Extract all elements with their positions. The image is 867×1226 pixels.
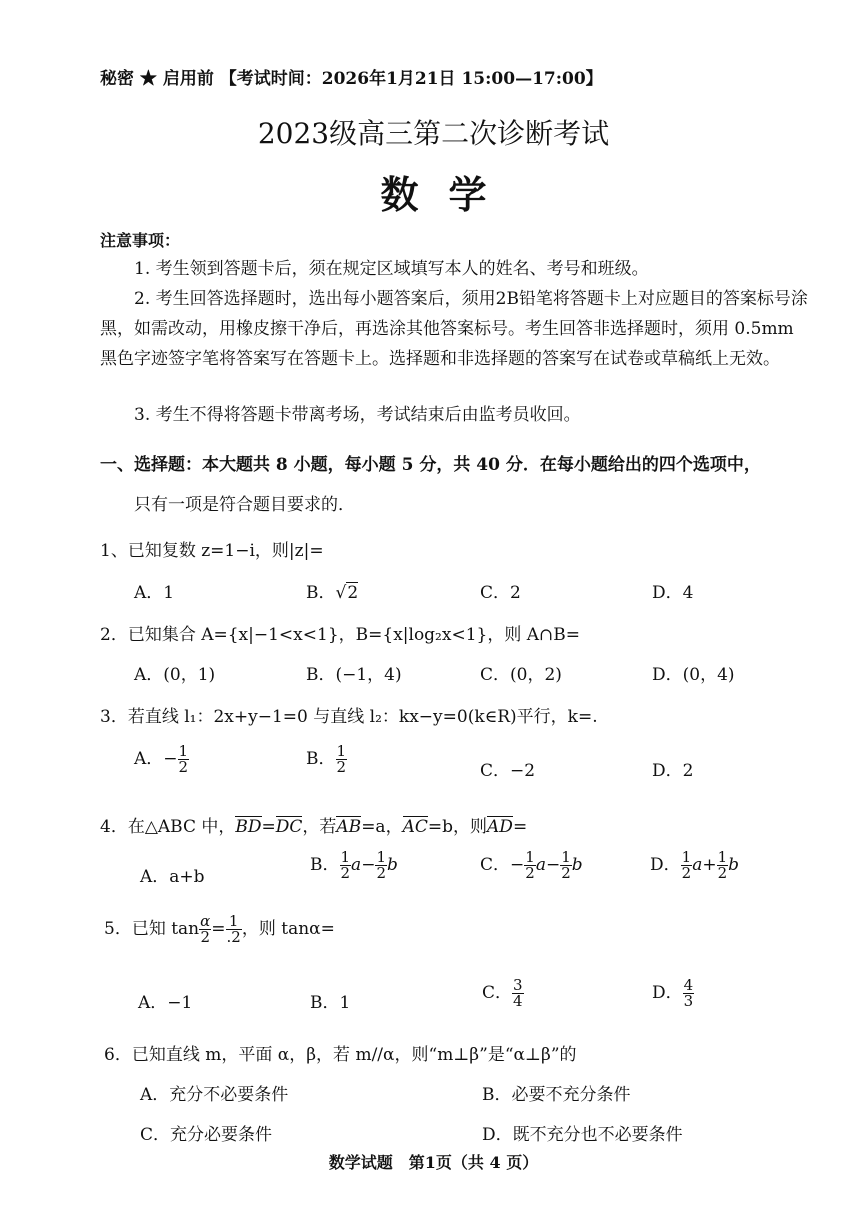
- exam-title: 2023级高三第二次诊断考试: [257, 117, 610, 150]
- q3-option-d: D．2: [652, 761, 694, 781]
- q2-option-d: D．(0，4): [652, 665, 735, 685]
- q6-option-b: B．必要不充分条件: [482, 1085, 631, 1105]
- q1-option-d: D．4: [652, 583, 694, 603]
- q2-option-b: B．(−1，4): [306, 665, 402, 685]
- q4-option-b: B． $\frac{1}{2}$ a− $\frac{1}{2}$ b: [310, 848, 398, 882]
- q4-option-d: D． $\frac{1}{2}$ a+ $\frac{1}{2}$ b: [650, 848, 740, 882]
- question-5-stem: 5．已知 tan $\frac{\alpha}{2}$ = $\frac{1}{.2}$ ，则 tanα=: [104, 912, 335, 946]
- q6-option-c: C．充分必要条件: [140, 1125, 273, 1145]
- q1-option-c: C．2: [480, 583, 521, 603]
- q6-option-a: A．充分不必要条件: [140, 1085, 289, 1105]
- q6-option-d: D．既不充分也不必要条件: [482, 1125, 683, 1145]
- question-1-stem: 1、已知复数 z=1−i，则|z|=: [100, 541, 324, 561]
- question-4-stem: 4．在△ABC 中，BD=DC，若AB=a，AC=b，则AD=: [100, 817, 528, 837]
- q5-option-a: A．−1: [138, 993, 193, 1013]
- question-6-stem: 6．已知直线 m，平面 α，β，若 m//α，则“m⊥β”是“α⊥β”的: [104, 1045, 577, 1065]
- note-item-1: 1. 考生领到答题卡后，须在规定区域填写本人的姓名、考号和班级。: [134, 259, 649, 279]
- section-heading-line1: 一、选择题：本大题共 8 小题，每小题 5 分，共 40 分．在每小题给出的四个选项中，: [100, 455, 761, 475]
- page-footer: 数学试题 第1页（共 4 页）: [328, 1153, 539, 1172]
- exam-header: 秘密 ★ 启用前 【考试时间：2026年1月21日 15:00—17:00】: [100, 69, 603, 89]
- question-2-stem: 2．已知集合 A={x|−1<x<1}，B={x|log₂x<1}，则 A∩B=: [100, 625, 581, 645]
- q5-option-d: D． $\frac{4}{3}$: [652, 976, 694, 1010]
- q3-option-b: B． $\frac{1}{2}$: [306, 742, 347, 776]
- note-item-3: 3. 考生不得将答题卡带离考场，考试结束后由监考员收回。: [134, 405, 581, 425]
- q3-option-a: A．− $\frac{1}{2}$: [134, 742, 189, 776]
- question-3-stem: 3．若直线 l₁：2x+y−1=0 与直线 l₂：kx−y=0(k∈R)平行，k=.: [100, 707, 598, 727]
- section-heading-line2: 只有一项是符合题目要求的．: [134, 495, 355, 515]
- subject-title: 数学: [380, 172, 517, 217]
- notes-title: 注意事项：: [100, 231, 181, 250]
- q5-option-c: C． $\frac{3}{4}$: [482, 976, 523, 1010]
- q2-option-c: C．(0，2): [480, 665, 562, 685]
- q3-option-c: C．−2: [480, 761, 536, 781]
- q5-option-b: B．1: [310, 993, 351, 1013]
- note-item-2: 2. 考生回答选择题时，选出每小题答案后，须用2B铅笔将答题卡上对应题目的答案标号涂黑，如需改动，用橡皮擦干净后，再选涂其他答案标号。考生回答非选择题时，须用 0.5mm 黑色字迹签字笔将答案写在答题卡上。选择题和非选择题的答案写在试卷或草稿纸上无效。: [100, 289, 808, 369]
- q2-option-a: A．(0，1): [134, 665, 216, 685]
- q4-option-a: A．a+b: [140, 867, 205, 887]
- q1-option-a: A．1: [134, 583, 175, 603]
- q1-option-b: B．√2: [306, 583, 359, 603]
- q4-option-c: C．− $\frac{1}{2}$ a− $\frac{1}{2}$ b: [480, 848, 583, 882]
